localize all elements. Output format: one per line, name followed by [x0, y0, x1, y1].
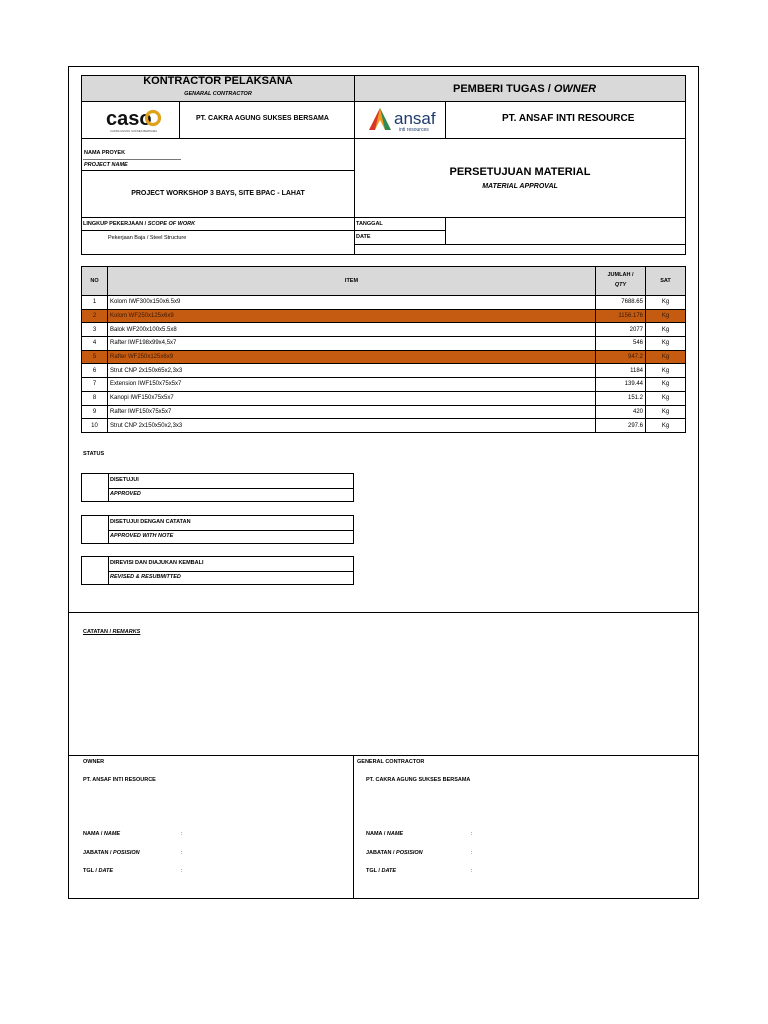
- row-qty: 1184: [596, 364, 646, 378]
- contractor-name-colon: :: [471, 831, 473, 837]
- table-row: [82, 323, 686, 337]
- row-sat: Kg: [646, 419, 686, 433]
- row-no: 5: [82, 350, 108, 364]
- row-item: Rafter IWF150x75x5x7: [108, 405, 596, 419]
- owner-sign-title: OWNER: [83, 759, 105, 765]
- contractor-position-label-id: JABATAN /: [366, 850, 397, 856]
- project-label-en: PROJECT NAME: [84, 162, 128, 168]
- table-row: [82, 364, 686, 378]
- owner-date-label-id: TGL /: [83, 868, 99, 874]
- status-revised-label-en: REVISED & RESUBMITTED: [110, 574, 181, 580]
- row-sat: Kg: [646, 296, 686, 310]
- col-no: NO: [82, 267, 108, 296]
- status-title: STATUS: [83, 451, 105, 457]
- date-cell: [354, 217, 686, 255]
- row-qty: 947.2: [596, 350, 646, 364]
- contractor-position-label: [366, 851, 423, 857]
- owner-name-label: [83, 832, 120, 838]
- scope-label-en: SCOPE OF WORK: [147, 221, 196, 227]
- owner-name-colon: :: [181, 831, 183, 837]
- owner-position-label-id: JABATAN /: [83, 850, 114, 856]
- row-qty: 420: [596, 405, 646, 419]
- row-qty: 151.2: [596, 391, 646, 405]
- contractor-position-colon: :: [471, 850, 473, 856]
- material-table: [81, 266, 686, 433]
- contractor-company-name: PT. CAKRA AGUNG SUKSES BERSAMA: [196, 115, 329, 122]
- row-sat: Kg: [646, 323, 686, 337]
- row-qty: 297.6: [596, 419, 646, 433]
- scope-label: [83, 222, 195, 228]
- ansaf-logo-tagline: inti resources: [399, 127, 429, 133]
- row-item: Strut CNP 2x150x50x2,3x3: [108, 419, 596, 433]
- table-row: [82, 309, 686, 323]
- row-no: 4: [82, 337, 108, 351]
- row-qty: 546: [596, 337, 646, 351]
- contractor-name-label: [366, 832, 403, 838]
- row-item: Rafter WF250x125x6x9: [108, 350, 596, 364]
- col-item: ITEM: [108, 267, 596, 296]
- contractor-name-label-en: NAME: [386, 831, 404, 837]
- row-item: Rafter IWF198x99x4,5x7: [108, 337, 596, 351]
- table-row: [82, 405, 686, 419]
- row-sat: Kg: [646, 337, 686, 351]
- status-option-approved[interactable]: [81, 473, 354, 502]
- table-row: [82, 337, 686, 351]
- contractor-sign-company: PT. CAKRA AGUNG SUKSES BERSAMA: [366, 777, 471, 783]
- table-body: [82, 296, 686, 433]
- status-option-approved-note[interactable]: [81, 515, 354, 544]
- row-no: 10: [82, 419, 108, 433]
- table-header-row: [82, 267, 686, 296]
- owner-name-label-id: NAMA /: [83, 831, 104, 837]
- owner-date-label-en: DATE: [98, 868, 114, 874]
- row-qty: 139.44: [596, 378, 646, 392]
- row-no: 7: [82, 378, 108, 392]
- ansaf-logo-text: ansaf: [394, 109, 436, 128]
- row-no: 3: [82, 323, 108, 337]
- contractor-sign-title: GENERAL CONTRACTOR: [357, 759, 425, 765]
- row-no: 9: [82, 405, 108, 419]
- caso-logo: [100, 104, 170, 136]
- row-qty: 7688.65: [596, 296, 646, 310]
- row-no: 6: [82, 364, 108, 378]
- owner-date-label: [83, 869, 113, 875]
- ansaf-logo: [366, 104, 444, 136]
- contractor-subtitle: GENARAL CONTRACTOR: [184, 91, 252, 97]
- tanggal-label: TANGGAL: [356, 221, 383, 227]
- caso-logo-tagline: CAKRA AGUNG SUKSES BERSAMA: [110, 129, 157, 133]
- table-row: [82, 350, 686, 364]
- doc-title-cell: [354, 138, 686, 218]
- doc-subtitle: MATERIAL APPROVAL: [482, 183, 558, 190]
- contractor-name-label-id: NAMA /: [366, 831, 387, 837]
- row-no: 1: [82, 296, 108, 310]
- status-approved-note-label-en: APPROVED WITH NOTE: [110, 533, 174, 539]
- row-no: 2: [82, 309, 108, 323]
- col-qty-label: JUMLAH /: [607, 272, 634, 279]
- row-sat: Kg: [646, 350, 686, 364]
- col-sat: SAT: [646, 267, 686, 296]
- owner-position-label-en: POSISION: [113, 850, 140, 856]
- row-sat: Kg: [646, 364, 686, 378]
- owner-date-colon: :: [181, 868, 183, 874]
- table-row: [82, 391, 686, 405]
- owner-company-name: PT. ANSAF INTI RESOURCE: [502, 113, 635, 124]
- table-row: [82, 296, 686, 310]
- row-item: Balok WF200x100x5.5x8: [108, 323, 596, 337]
- row-qty: 1156.176: [596, 309, 646, 323]
- remarks-area[interactable]: [82, 642, 685, 750]
- owner-title-label: PEMBERI TUGAS /: [453, 83, 554, 95]
- contractor-date-colon: :: [471, 868, 473, 874]
- status-approved-note-label: DISETUJUI DENGAN CATATAN: [110, 519, 191, 525]
- owner-position-label: [83, 851, 140, 857]
- owner-title-en: OWNER: [553, 83, 597, 95]
- col-qty-label-en: QTY: [614, 282, 627, 288]
- owner-sign-company: PT. ANSAF INTI RESOURCE: [83, 777, 156, 783]
- contractor-date-label: [366, 869, 396, 875]
- project-name: PROJECT WORKSHOP 3 BAYS, SITE BPAC - LAHAT: [131, 190, 305, 197]
- row-qty: 2077: [596, 323, 646, 337]
- row-item: Strut CNP 2x150x65x2,3x3: [108, 364, 596, 378]
- status-approved-label-en: APPROVED: [110, 491, 141, 497]
- owner-position-colon: :: [181, 850, 183, 856]
- project-label: NAMA PROYEK: [84, 150, 126, 156]
- contractor-title: KONTRACTOR PELAKSANA: [143, 75, 293, 87]
- doc-title: PERSETUJUAN MATERIAL: [449, 166, 591, 178]
- contractor-position-label-en: POSISION: [396, 850, 423, 856]
- status-revised-label: DIREVISI DAN DIAJUKAN KEMBALI: [110, 560, 204, 566]
- date-label: DATE: [356, 234, 371, 240]
- row-sat: Kg: [646, 378, 686, 392]
- status-approved-label: DISETUJUI: [110, 477, 139, 483]
- contractor-date-label-id: TGL /: [366, 868, 382, 874]
- table-row: [82, 378, 686, 392]
- scope-label-id: LINGKUP PEKERJAAN /: [83, 221, 148, 227]
- remarks-label: [83, 630, 140, 636]
- scope-value: Pekerjaan Baja / Steel Structure: [108, 235, 187, 241]
- row-item: Extension IWF150x75x5x7: [108, 378, 596, 392]
- remarks-label-id: CATATAN /: [83, 629, 113, 635]
- row-sat: Kg: [646, 309, 686, 323]
- row-sat: Kg: [646, 405, 686, 419]
- row-sat: Kg: [646, 391, 686, 405]
- contractor-date-label-en: DATE: [381, 868, 397, 874]
- status-option-revised[interactable]: [81, 556, 354, 585]
- table-row: [82, 419, 686, 433]
- row-item: Kolom WF250x125x6x9: [108, 309, 596, 323]
- row-item: Kolom IWF300x150x6.5x9: [108, 296, 596, 310]
- row-item: Kanopi IWF150x75x5x7: [108, 391, 596, 405]
- owner-title: [453, 84, 596, 95]
- caso-logo-text: caso: [106, 108, 152, 130]
- row-no: 8: [82, 391, 108, 405]
- owner-name-label-en: NAME: [103, 831, 121, 837]
- col-qty: [596, 267, 646, 296]
- remarks-label-en: REMARKS: [112, 629, 141, 635]
